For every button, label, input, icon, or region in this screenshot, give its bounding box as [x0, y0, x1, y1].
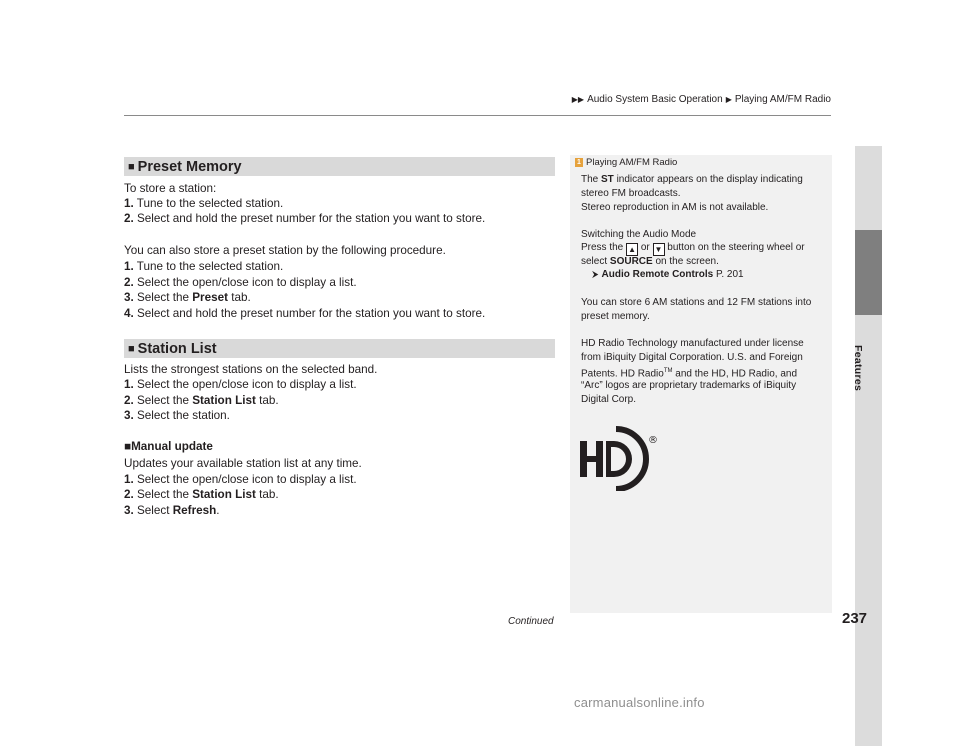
step-text: Select the open/close icon to display a list.	[137, 473, 357, 486]
step-number: 4.	[124, 307, 134, 320]
paragraph: Lists the strongest stations on the selected band.	[124, 363, 378, 376]
registered-mark: ®	[648, 435, 658, 446]
step-text: Select the station.	[137, 409, 230, 422]
watermark: carmanualsonline.info	[574, 695, 705, 710]
sidebar-title-text: Playing AM/FM Radio	[586, 157, 678, 168]
square-bullet-icon: ■	[128, 160, 135, 173]
sidebar-text: Press the ▲ or ▼ button on the steering wheel or	[581, 242, 805, 254]
list-item	[124, 211, 485, 226]
ui-term: Station List	[192, 394, 256, 407]
step-text: Select and hold the preset number for the station you want to store.	[137, 212, 486, 225]
list-item	[124, 377, 357, 392]
step-text: Select the open/close icon to display a list.	[137, 276, 357, 289]
step-number: 1.	[124, 260, 134, 273]
sidebar-text: from iBiquity Digital Corporation. U.S. and Foreign	[581, 352, 803, 363]
breadcrumb-item: Audio System Basic Operation	[587, 94, 723, 105]
list-item	[124, 503, 220, 518]
manual-update-heading	[124, 440, 213, 453]
list-item	[124, 408, 230, 423]
station-list-header	[124, 339, 555, 358]
sidebar-text: You can store 6 AM stations and 12 FM stations into	[581, 297, 812, 308]
list-item	[124, 196, 283, 211]
ui-term: Refresh	[172, 504, 217, 517]
square-bullet-icon: ■	[124, 440, 132, 453]
step-number: 3.	[124, 409, 134, 422]
paragraph: To store a station:	[124, 182, 217, 195]
list-item	[124, 472, 357, 487]
step-text: Select and hold the preset number for the station you want to store.	[137, 307, 486, 320]
down-arrow-button-icon: ▼	[653, 243, 665, 256]
sidebar-title	[575, 157, 677, 168]
list-item	[124, 393, 279, 408]
sidebar-text: HD Radio Technology manufactured under license	[581, 338, 804, 349]
ui-term: Station List	[192, 488, 256, 501]
sidebar-text: select SOURCE on the screen.	[581, 256, 719, 267]
step-number: 1.	[124, 197, 134, 210]
step-number: 2.	[124, 212, 134, 225]
list-item	[124, 259, 283, 274]
step-number: 2.	[124, 394, 134, 407]
breadcrumb-arrow-icon: ▶	[725, 95, 732, 104]
sidebar-text: The ST indicator appears on the display indicating	[581, 174, 803, 185]
section-tab	[855, 230, 882, 315]
step-number: 1.	[124, 473, 134, 486]
side-section-label: Features	[852, 345, 864, 392]
breadcrumb	[572, 94, 831, 105]
step-text: tab.	[255, 394, 279, 407]
step-text: tab.	[227, 291, 251, 304]
step-number: 3.	[124, 504, 134, 517]
reference-arrow-icon: ⮞	[592, 269, 599, 279]
paragraph: Updates your available station list at any time.	[124, 457, 362, 470]
sidebar-text: “Arc” logos are proprietary trademarks of iBiquity	[581, 380, 797, 391]
list-item	[124, 306, 485, 321]
ui-term: Preset	[192, 291, 228, 304]
step-text: Select the	[137, 291, 193, 304]
list-item	[124, 487, 279, 502]
breadcrumb-item: Playing AM/FM Radio	[734, 94, 831, 105]
step-number: 2.	[124, 488, 134, 501]
step-number: 3.	[124, 291, 134, 304]
sidebar-text: Switching the Audio Mode	[581, 229, 697, 240]
step-number: 2.	[124, 276, 134, 289]
page-number: 237	[842, 610, 868, 627]
list-item	[124, 290, 251, 305]
step-text: .	[216, 504, 220, 517]
step-text: Select the	[137, 394, 193, 407]
step-number: 1.	[124, 378, 134, 391]
section-title: Preset Memory	[137, 158, 242, 175]
step-text: tab.	[255, 488, 279, 501]
preset-memory-header	[124, 157, 555, 176]
cross-reference-link[interactable]: ⮞ Audio Remote Controls P. 201	[592, 269, 744, 280]
sidebar-text: preset memory.	[581, 311, 650, 322]
section-title: Station List	[137, 340, 217, 357]
step-text: Select the	[137, 488, 193, 501]
note-marker-icon: 1	[575, 158, 583, 167]
up-arrow-button-icon: ▲	[626, 243, 638, 256]
sidebar-text: stereo FM broadcasts.	[581, 188, 681, 199]
square-bullet-icon: ■	[128, 342, 135, 355]
step-text: Tune to the selected station.	[136, 197, 284, 210]
step-text: Select	[137, 504, 173, 517]
paragraph: You can also store a preset station by the following procedure.	[124, 244, 446, 257]
sidebar-text: Digital Corp.	[581, 394, 637, 405]
step-text: Tune to the selected station.	[136, 260, 284, 273]
sidebar-text: Patents. HD Radio™ and the HD, HD Radio, and	[581, 368, 798, 380]
subsection-title: Manual update	[131, 440, 213, 453]
sidebar-text: Stereo reproduction in AM is not available.	[581, 202, 769, 213]
header-rule	[124, 115, 831, 116]
step-text: Select the open/close icon to display a list.	[137, 378, 357, 391]
continued-label: Continued	[508, 616, 554, 627]
breadcrumb-arrow-icon: ▶▶	[571, 95, 585, 104]
list-item	[124, 275, 357, 290]
hd-radio-logo-icon	[578, 425, 662, 491]
